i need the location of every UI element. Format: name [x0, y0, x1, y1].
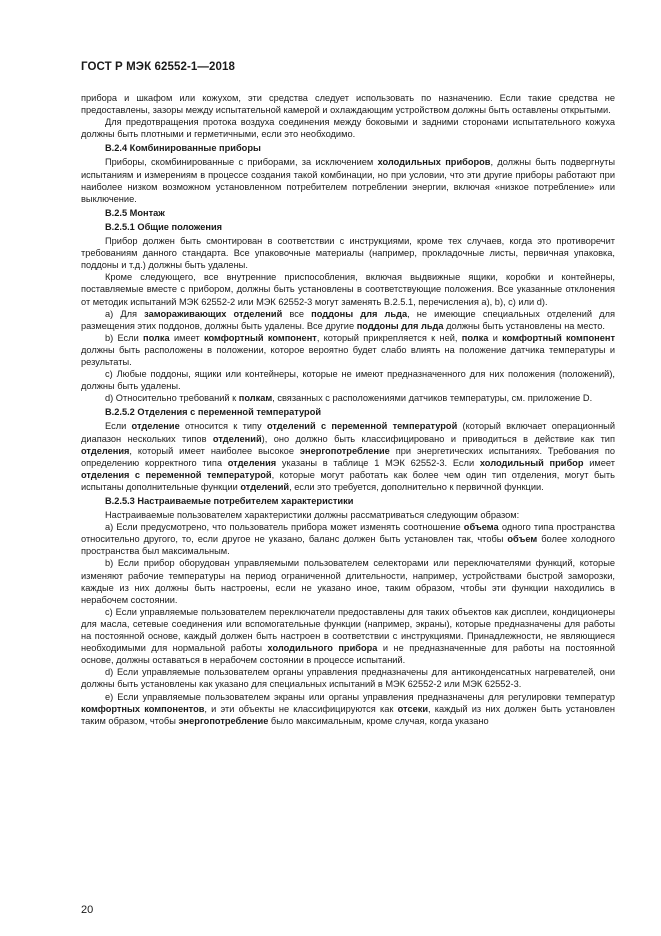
text: и	[488, 332, 503, 343]
term: полкам	[238, 393, 273, 404]
term: энергопотребление	[178, 715, 269, 726]
term: замораживающих отделений	[144, 308, 283, 319]
text: было максимальным, кроме случая, когда указано	[268, 715, 489, 726]
text: Приборы, скомбинированные с приборами, за исключением	[105, 157, 378, 168]
paragraph: Кроме следующего, все внутренние приспособления, включая выдвижные ящики, коробки и контейнеры, поставляемые вместе с прибором, должны быть установлены в соответствующие положения. Все указанные отклонения от методик испытаний МЭК 62552-2 или МЭК 62552-3 могут заменять В.2.5.1, перечисления а), b), с) или d).	[81, 272, 615, 307]
text: (который включает операционный диапазон нескольких типов	[81, 421, 615, 444]
paragraph: d) Если управляемые пользователем органы управления предназначены для антиконденсатных нагревателей, они должны быть установлены как указано для специальных испытаний в МЭК 62552-2 или МЭК 62552-3.	[81, 667, 615, 690]
text: одного типа пространства относительно другого, то, если другое не указано, баланс должен быть установлен так, чтобы	[81, 522, 615, 545]
text: b) Если	[105, 332, 144, 343]
term: поддоны для льда	[356, 320, 444, 331]
text: относится к типу	[179, 421, 267, 432]
paragraph: с) Любые поддоны, ящики или контейнеры, которые не имеют предназначенного для них положения (положений), должны быть удалены.	[81, 369, 615, 392]
term: отделения с переменной температурой	[81, 469, 272, 480]
text: более холодного пространства был максимальным.	[81, 534, 616, 557]
document-body	[81, 92, 615, 727]
document-header: ГОСТ Р МЭК 62552-1—2018	[81, 61, 235, 73]
text: Если	[105, 421, 132, 432]
text: а) Если предусмотрено, что пользователь прибора может изменять соотношение	[105, 522, 464, 533]
term: отделений с переменной температурой	[266, 421, 458, 432]
term: холодильных приборов	[377, 157, 491, 168]
paragraph: Для предотвращения протока воздуха соединения между боковыми и задними сторонами испытательного кожуха должны быть плотными и герметичными, если это необходимо.	[81, 117, 615, 140]
text: , не имеющие специальных отделений для размещения этих поддонов, должны быть удалены. Все другие	[81, 308, 615, 331]
paragraph	[81, 308, 615, 332]
term: объема	[463, 522, 499, 533]
section-heading: В.2.5 Монтаж	[105, 207, 165, 218]
text: и не предназначенные для работы на постоянной основе, должны оставаться в нерабочем состоянии в процессе испытаний.	[81, 643, 616, 666]
paragraph	[81, 392, 615, 404]
term: отсеки	[397, 703, 429, 714]
term: комфортный компонент	[203, 332, 317, 343]
term: отделений	[212, 433, 262, 444]
term: полка	[461, 332, 489, 343]
text: указаны в таблице 1 МЭК 62552-3. Если	[276, 457, 480, 468]
text: , которые могут работать как более чем один тип отделения, могут быть испытаны дополнительные функции	[81, 469, 615, 492]
term: отделение	[131, 421, 180, 432]
text: , если это требуется, дополнительно к первичной функции.	[289, 481, 544, 492]
paragraph: прибора и шкафом или кожухом, эти средства следует использовать по назначению. Если такие средства не предоставлены, зазоры между испытательной камерой и охлаждающим устройством должны быть оставлены открытыми.	[81, 93, 615, 116]
text: должны быть расположены в положении, которое вероятно будет слабо влиять на положение датчика температуры и результаты.	[81, 344, 615, 367]
term: комфортных компонентов	[81, 703, 205, 714]
term: полка	[143, 332, 170, 343]
term: энергопотребление	[299, 445, 390, 456]
paragraph	[81, 606, 615, 666]
paragraph	[81, 332, 615, 368]
paragraph	[81, 521, 615, 557]
paragraph: Настраиваемые пользователем характеристики должны рассматриваться следующим образом:	[105, 510, 520, 521]
term: холодильный прибор	[479, 457, 584, 468]
section-heading: В.2.5.2 Отделения с переменной температурой	[105, 407, 322, 418]
text: , связанных с расположениями датчиков температуры, см. приложение D.	[272, 393, 593, 404]
text: имеет	[583, 457, 615, 468]
paragraph	[81, 156, 615, 204]
page-number: 20	[81, 904, 94, 916]
text: , и эти объекты не классифицируются как	[204, 703, 398, 714]
section-heading: В.2.4 Комбинированные приборы	[105, 143, 261, 154]
term: комфортный компонент	[502, 332, 615, 343]
text: , который прикрепляется к ней,	[316, 332, 462, 343]
paragraph: b) Если прибор оборудован управляемыми пользователем селекторами или переключателями функций, которые изменяют рабочие температуры на период ограниченной длительности, например, устройствами быстрой заморозки, каждые из них должны быть настроены, если не указано иное, таким образом, чтобы эти функции находились в нерабочем состоянии.	[81, 558, 615, 605]
term: отделения	[227, 457, 277, 468]
text: а) Для	[105, 308, 145, 319]
term: объем	[507, 534, 538, 545]
text: , который имеет наиболее высокое	[129, 445, 300, 456]
text: имеет	[169, 332, 204, 343]
text: , каждый из них должен быть установлен таким образом, чтобы	[81, 703, 615, 726]
text: все	[282, 308, 312, 319]
paragraph	[81, 420, 615, 493]
section-heading: В.2.5.1 Общие положения	[105, 221, 223, 232]
paragraph	[81, 691, 615, 727]
text: d) Относительно требований к	[105, 393, 239, 404]
term: холодильного прибора	[267, 643, 378, 654]
text: е) Если управляемые пользователем экраны или органы управления предназначены для регулировки температур	[105, 691, 615, 702]
term: отделений	[240, 481, 290, 492]
term: отделения	[81, 445, 130, 456]
text: , должны быть подвергнуты испытаниям и измерениям в процессе создания такой комбинации, но при условии, что эти другие приборы работают при наиболее низком возможном установленном потребителем потреблении энергии, включая «низкое потребление» или выключение.	[81, 157, 615, 204]
paragraph: Прибор должен быть смонтирован в соответствии с инструкциями, кроме тех случаев, когда это противоречит требованиям данного стандарта. Все упаковочные материалы (например, прокладочные листы, первичная упаковка, поддоны и т.д.) должны быть удалены.	[81, 236, 615, 271]
text: ), оно должно быть классифицировано и приводиться в действие как тип	[261, 433, 615, 444]
text: с) Если управляемые пользователем переключатели предоставлены для таких объектов как дисплеи, кондиционеры для масла, сетевые соединения или вспомогательные функции (например, экраны), которые предназначены для работы на постоянной основе, каждый должен быть настроен в соответствии с инструкциями. Принадлежности, не являющиеся необходимыми для нормальной работы	[81, 606, 615, 654]
text: при энергетических испытаниях. Требования по определению корректного типа	[81, 445, 616, 468]
text: должны быть установлены на место.	[443, 320, 605, 331]
section-heading: В.2.5.3 Настраиваемые потребителем характеристики	[105, 496, 354, 506]
term: поддоны для льда	[311, 308, 408, 319]
